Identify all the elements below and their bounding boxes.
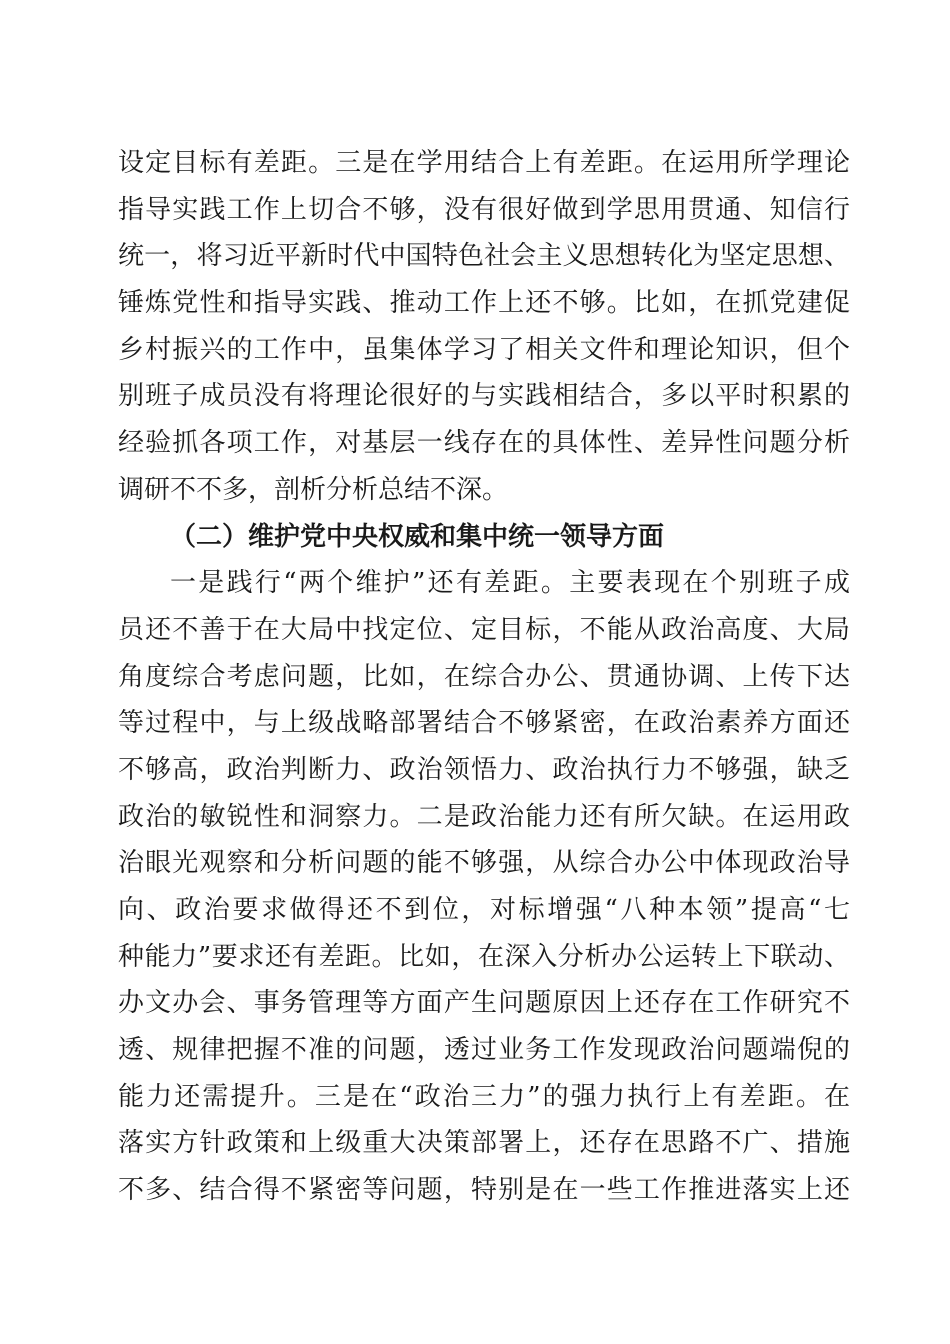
text-line: 透、规律把握不准的问题，透过业务工作发现政治问题端倪的 [118,1035,850,1066]
text-line: 向、政治要求做得还不到位，对标增强“八种本领”提高“七 [118,895,850,925]
text-line: 种能力”要求还有差距。比如，在深入分析办公运转上下联动、 [118,941,850,972]
text-line: 不多、结合得不紧密等问题，特别是在一些工作推进落实上还 [118,1175,850,1206]
text-line: 不够高，政治判断力、政治领悟力、政治执行力不够强，缺乏 [118,754,850,785]
text-line: 治眼光观察和分析问题的能不够强，从综合办公中体现政治导 [118,848,850,879]
text-line: 办文办会、事务管理等方面产生问题原因上还存在工作研究不 [118,988,850,1019]
text-line: 能力还需提升。三是在“政治三力”的强力执行上有差距。在 [118,1081,850,1112]
text-line: 别班子成员没有将理论很好的与实践相结合，多以平时积累的 [118,381,850,412]
text-line: 经验抓各项工作，对基层一线存在的具体性、差异性问题分析 [118,428,850,459]
text-line: 锤炼党性和指导实践、推动工作上还不够。比如，在抓党建促 [118,288,850,319]
text-line: 员还不善于在大局中找定位、定目标，不能从政治高度、大局 [118,614,850,645]
text-line: 指导实践工作上切合不够，没有很好做到学思用贯通、知信行 [118,194,850,225]
document-body [118,140,850,1214]
text-line: 落实方针政策和上级重大决策部署上，还存在思路不广、措施 [118,1128,850,1159]
text-line: 等过程中，与上级战略部署结合不够紧密，在政治素养方面还 [118,708,850,739]
text-line: 角度综合考虑问题，比如，在综合办公、贯通协调、上传下达 [118,661,850,692]
text-line: 调研不不多，剖析分析总结不深。 [118,474,509,505]
text-line: 设定目标有差距。三是在学用结合上有差距。在运用所学理论 [118,148,850,178]
paragraph-first-line: 一是践行“两个维护”还有差距。主要表现在个别班子成 [170,568,850,599]
text-line: 政治的敏锐性和洞察力。二是政治能力还有所欠缺。在运用政 [118,801,850,832]
text-line: 统一，将习近平新时代中国特色社会主义思想转化为坚定思想、 [118,241,850,272]
section-heading: （二）维护党中央权威和集中统一领导方面 [170,521,665,552]
text-line: 乡村振兴的工作中，虽集体学习了相关文件和理论知识，但个 [118,334,850,365]
